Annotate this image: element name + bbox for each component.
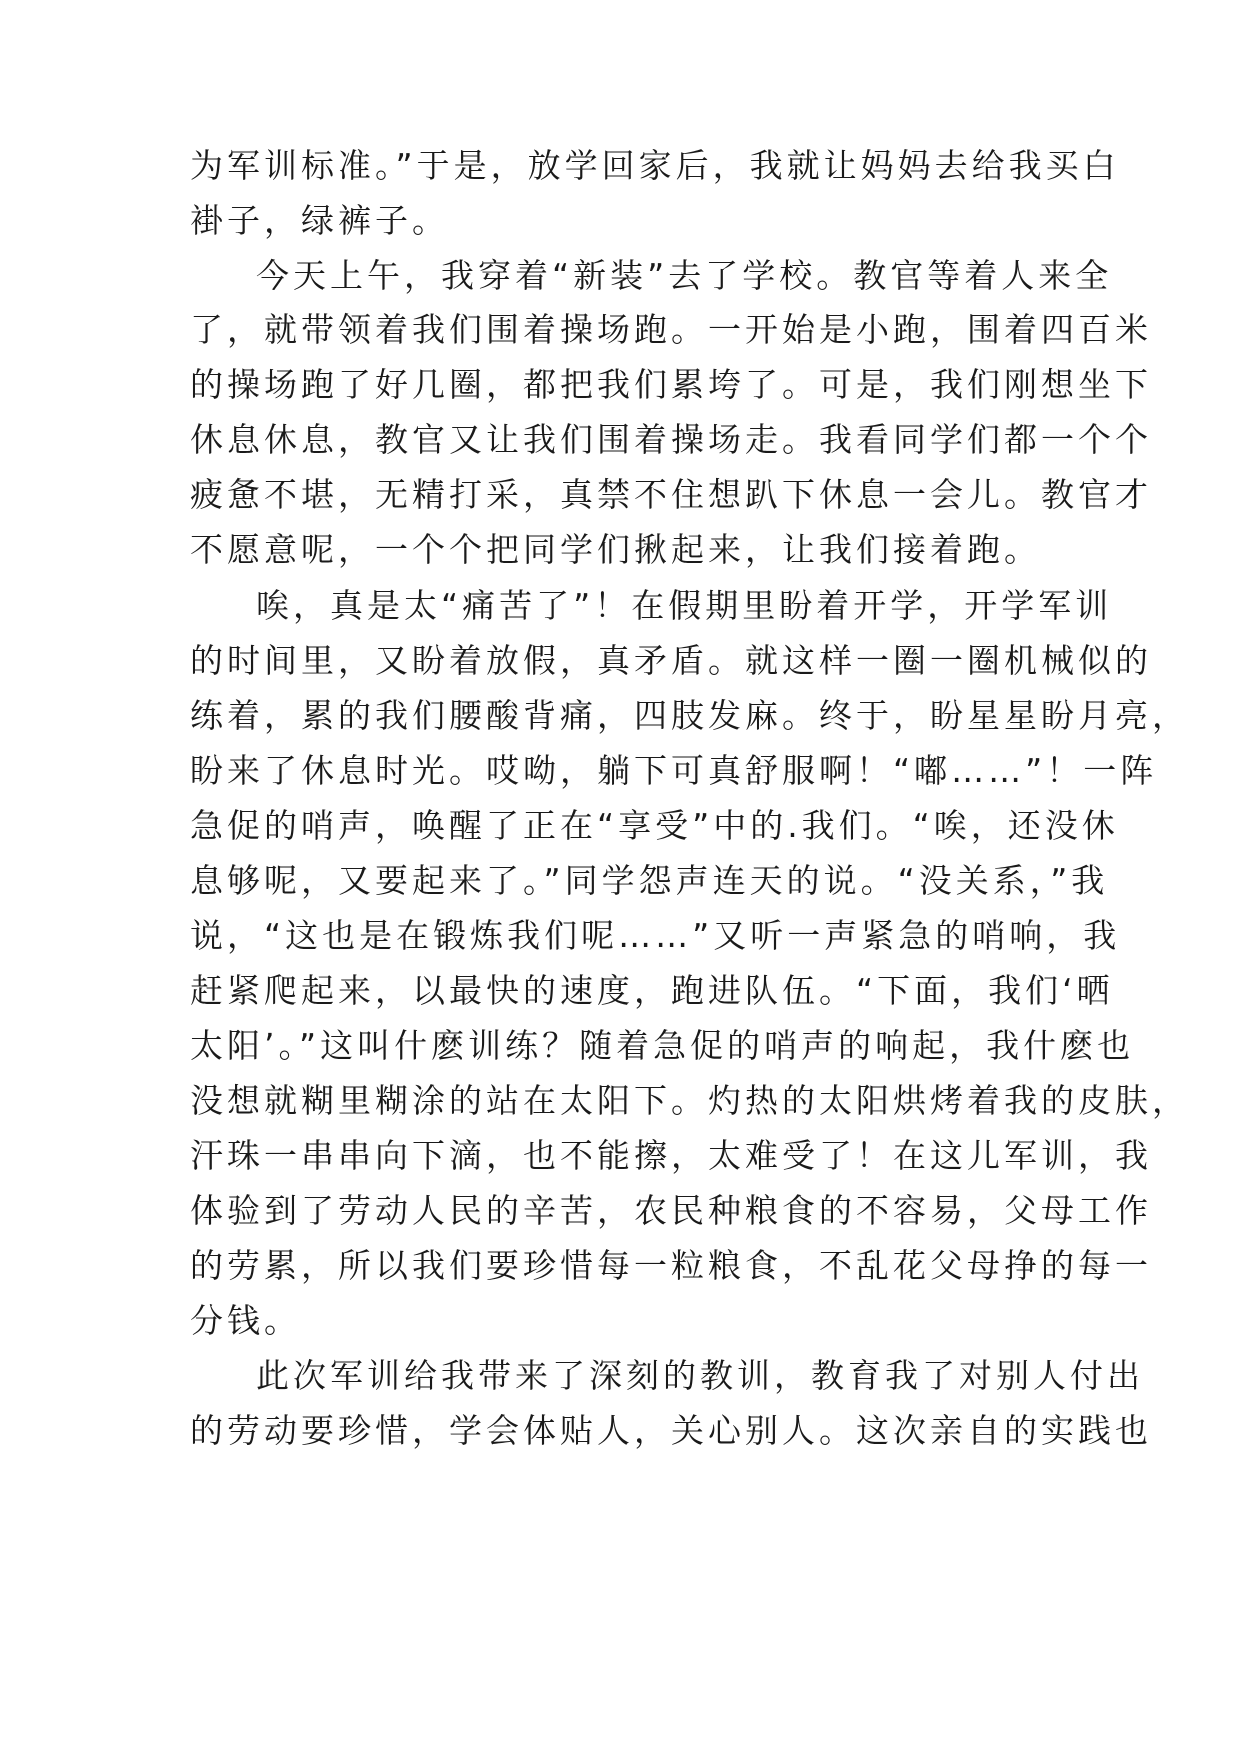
text-line: 的时间里，又盼着放假，真矛盾。就这样一圈一圈机械似的 [190, 641, 1152, 680]
text-line: 了，就带领着我们围着操场跑。一开始是小跑，围着四百米 [190, 310, 1152, 349]
text-line: 急促的哨声，唤醒了正在“享受”中的.我们。“唉，还没休 [190, 806, 1119, 845]
text-line: 休息休息，教官又让我们围着操场走。我看同学们都一个个 [190, 420, 1152, 459]
text-line: 盼来了休息时光。哎呦，躺下可真舒服啊！“嘟……”！一阵 [190, 751, 1158, 790]
text-line: 赶紧爬起来，以最快的速度，跑进队伍。“下面，我们‘晒 [190, 971, 1114, 1010]
text-line: 说，“这也是在锻炼我们呢……”又听一声紧急的哨响，我 [190, 916, 1121, 955]
text-line: 分钱。 [190, 1301, 301, 1340]
paragraph-start-line: 此次军训给我带来了深刻的教训，教育我了对别人付出 [256, 1356, 1144, 1395]
text-line: 疲惫不堪，无精打采，真禁不住想趴下休息一会儿。教官才 [190, 475, 1152, 514]
text-line: 不愿意呢，一个个把同学们揪起来，让我们接着跑。 [190, 530, 1041, 569]
text-line: 为军训标准。”于是，放学回家后，我就让妈妈去给我买白 [190, 146, 1120, 185]
text-line: 体验到了劳动人民的辛苦，农民种粮食的不容易，父母工作 [190, 1191, 1152, 1230]
text-line: 的劳累，所以我们要珍惜每一粒粮食，不乱花父母挣的每一 [190, 1246, 1152, 1285]
text-line: 褂子，绿裤子。 [190, 201, 449, 240]
paragraph-start-line: 今天上午，我穿着“新装”去了学校。教官等着人来全 [256, 256, 1113, 295]
text-line: 太阳’。”这叫什麽训练？随着急促的哨声的响起，我什麽也 [190, 1026, 1135, 1065]
text-line: 汗珠一串串向下滴，也不能擦，太难受了！在这儿军训，我 [190, 1136, 1152, 1175]
text-line: 息够呢，又要起来了。”同学怨声连天的说。“没关系，”我 [190, 861, 1109, 900]
text-line: 练着，累的我们腰酸背痛，四肢发麻。终于，盼星星盼月亮， [190, 696, 1189, 735]
text-line: 的操场跑了好几圈，都把我们累垮了。可是，我们刚想坐下 [190, 365, 1152, 404]
paragraph-start-line: 唉，真是太“痛苦了”！在假期里盼着开学，开学军训 [256, 586, 1113, 625]
text-line: 的劳动要珍惜，学会体贴人，关心别人。这次亲自的实践也 [190, 1411, 1152, 1450]
text-line: 没想就糊里糊涂的站在太阳下。灼热的太阳烘烤着我的皮肤， [190, 1081, 1189, 1120]
